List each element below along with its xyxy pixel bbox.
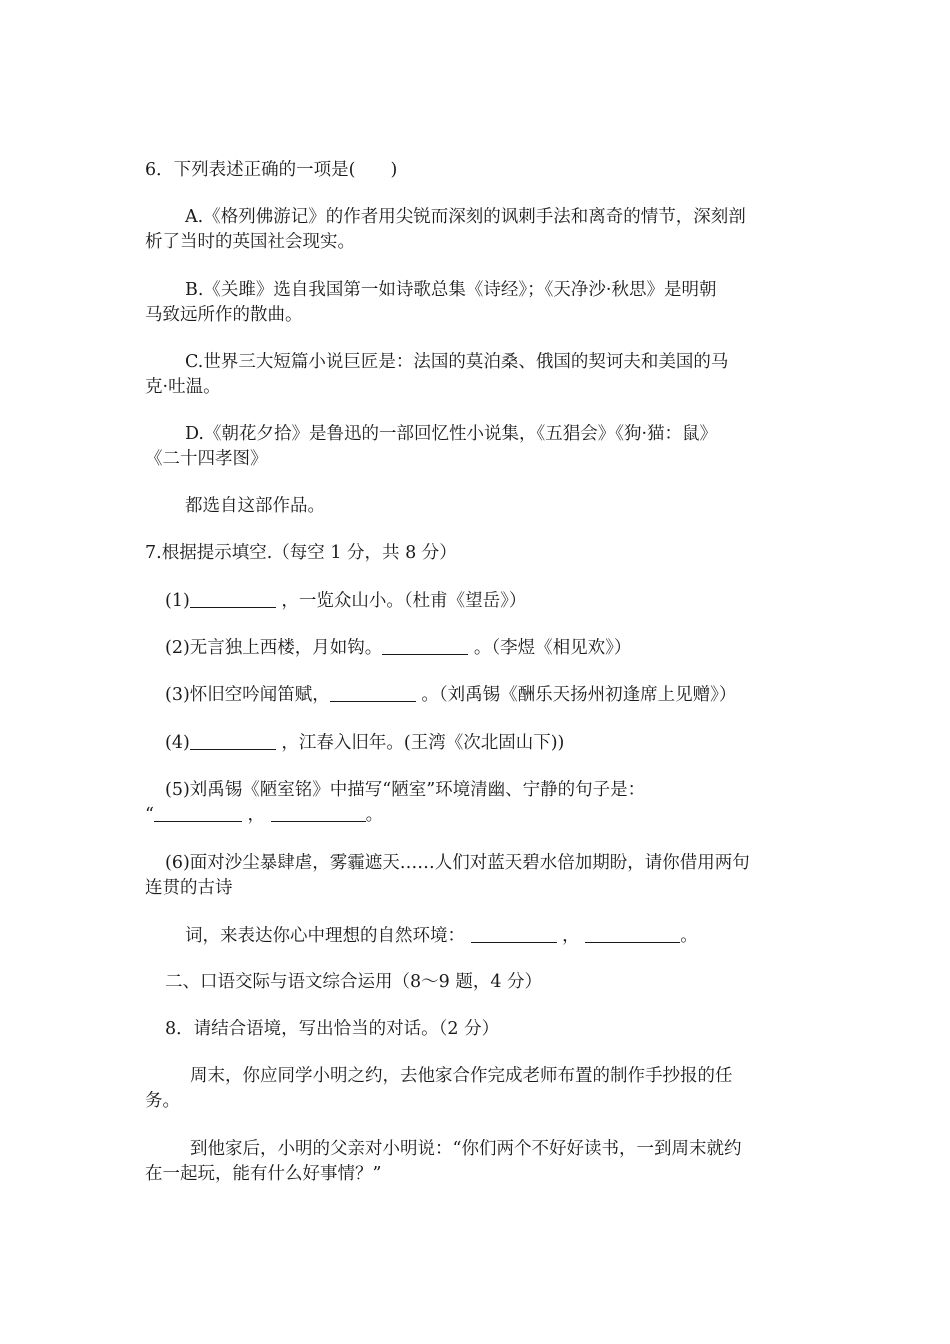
q6-stem: 6．下列表述正确的一项是( ) — [145, 160, 398, 180]
q7-item-5-end: 。 — [365, 805, 384, 825]
q7-blank-4[interactable] — [190, 731, 276, 750]
q6-option-b-line2: 马致远所作的散曲。 — [145, 305, 303, 325]
q6-option-d-line3: 都选自这部作品。 — [185, 496, 325, 516]
q6-option-b-line1: B.《关雎》选自我国第一如诗歌总集《诗经》；《天净沙·秋思》是明朝 — [185, 280, 717, 300]
q8-stem: 8．请结合语境，写出恰当的对话。（2 分） — [165, 1019, 500, 1039]
q7-item-5-open-quote: “ — [145, 805, 154, 825]
q7-item-6-prefix: 词，来表达你心中理想的自然环境： — [185, 926, 465, 946]
q7-item-5-line2 — [145, 803, 383, 827]
q7-item-6-end: 。 — [680, 926, 698, 946]
q7-item-6-line1: (6)面对沙尘暴肆虐，雾霾遮天……人们对蓝天碧水倍加期盼，请你借用两句 — [165, 853, 750, 873]
q7-item-6-line2: 连贯的古诗 — [145, 878, 233, 898]
q8-paragraph-1-line2: 务。 — [145, 1091, 180, 1111]
q6-option-d-line2: 《二十四孝图》 — [145, 449, 268, 469]
section-2-title: 二、口语交际与语文综合运用（8～9 题，4 分） — [165, 972, 543, 992]
q8-paragraph-2-line2: 在一起玩，能有什么好事情？” — [145, 1164, 382, 1184]
q7-blank-1[interactable] — [190, 589, 276, 608]
q7-item-4 — [165, 731, 564, 755]
q7-item-4-prefix: (4) — [165, 733, 190, 753]
q7-blank-5a[interactable] — [154, 803, 242, 822]
q6-option-d-line1: D.《朝花夕拾》是鲁迅的一部回忆性小说集，《五猖会》《狗·猫：鼠》 — [185, 424, 718, 444]
q8-paragraph-2-line1: 到他家后，小明的父亲对小明说：“你们两个不好好读书，一到周末就约 — [190, 1139, 742, 1159]
q7-item-6-separator: ， — [562, 926, 580, 946]
q7-item-6-line3 — [185, 924, 698, 948]
q7-blank-2[interactable] — [382, 636, 468, 655]
q7-item-1-suffix: ，一览众山小。（杜甫《望岳》） — [281, 591, 527, 611]
q6-option-c-line1: C.世界三大短篇小说巨匠是：法国的莫泊桑、俄国的契诃夫和美国的马 — [185, 352, 729, 372]
q7-item-1 — [165, 589, 526, 613]
q7-item-2 — [165, 636, 631, 660]
q7-item-3-suffix: 。（刘禹锡《酬乐天扬州初逢席上见赠》） — [421, 685, 737, 705]
q6-option-a-line1: A.《格列佛游记》的作者用尖锐而深刻的讽刺手法和离奇的情节，深刻剖 — [185, 207, 746, 227]
q6-option-a-line2: 析了当时的英国社会现实。 — [145, 232, 355, 252]
q6-option-c-line2: 克·吐温。 — [145, 377, 221, 397]
q7-blank-3[interactable] — [330, 683, 416, 702]
q7-stem: 7.根据提示填空.（每空 1 分，共 8 分） — [145, 543, 457, 563]
q7-item-5-line1: (5)刘禹锡《陋室铭》中描写“陋室”环境清幽、宁静的句子是： — [165, 780, 646, 800]
q7-blank-6a[interactable] — [471, 924, 557, 943]
q7-item-1-prefix: (1) — [165, 591, 190, 611]
q7-item-3-prefix: (3)怀旧空吟闻笛赋， — [165, 685, 330, 705]
q7-blank-6b[interactable] — [585, 924, 680, 943]
q7-blank-5b[interactable] — [271, 803, 366, 822]
q7-item-2-suffix: 。（李煜《相见欢》） — [473, 638, 632, 658]
q7-item-5-separator: ， — [247, 805, 266, 825]
q7-item-2-prefix: (2)无言独上西楼，月如钩。 — [165, 638, 383, 658]
q7-item-3 — [165, 683, 736, 707]
q7-item-4-suffix: ，江春入旧年。(王湾《次北固山下)) — [281, 733, 565, 753]
q8-paragraph-1-line1: 周末，你应同学小明之约，去他家合作完成老师布置的制作手抄报的任 — [190, 1066, 733, 1086]
